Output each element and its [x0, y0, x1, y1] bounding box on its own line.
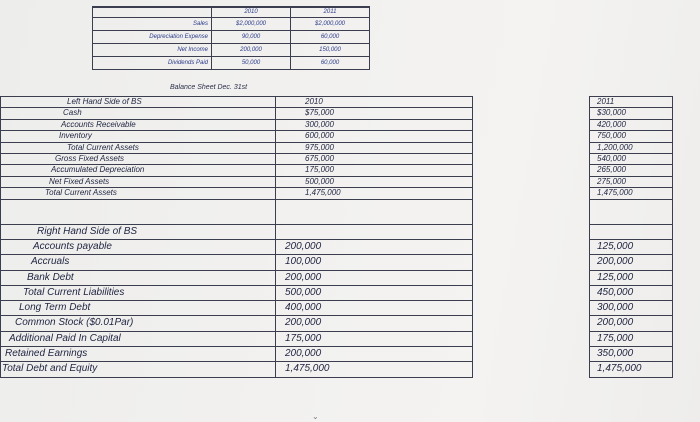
bs-right-header-row: [1, 224, 673, 239]
empty-cell: [590, 224, 673, 239]
bs-left-label: Total Current Assets: [1, 188, 276, 199]
bs-right-2010: 200,000: [285, 348, 322, 360]
bs-left-2011-cell: [590, 142, 673, 153]
bs-right-2011-cell: [590, 362, 673, 377]
bs-right-2010-cell: [276, 285, 473, 300]
bs-right-2010: 500,000: [285, 286, 322, 298]
bs-gap-row: [1, 199, 673, 224]
bs-left-row: [1, 176, 673, 187]
bs-left-row: [1, 165, 673, 176]
income-row-2011: $2,000,000: [291, 18, 370, 31]
bs-right-2011-cell: [590, 331, 673, 346]
spacer-cell: [473, 255, 590, 270]
spacer-cell: [473, 316, 590, 331]
bs-right-label: Long Term Debt: [1, 301, 276, 316]
bs-right-2011: 125,000: [597, 271, 634, 283]
bs-right-row: [1, 239, 673, 254]
spacer-cell: [473, 165, 590, 176]
income-row-label: Net Income: [93, 44, 212, 57]
spacer-cell: [473, 224, 590, 239]
bs-right-2011: 1,475,000: [597, 363, 642, 375]
bs-right-2010-cell: [276, 316, 473, 331]
bs-left-label: Inventory: [1, 131, 276, 142]
bs-right-row: [1, 301, 673, 316]
bs-left-2010: 975,000: [305, 142, 334, 152]
bs-left-2011-cell: [590, 108, 673, 119]
spacer-cell: [473, 270, 590, 285]
spacer-cell: [473, 199, 590, 224]
bs-right-2010-cell: [276, 331, 473, 346]
bs-left-2011-cell: [590, 131, 673, 142]
income-row-2010: 90,000: [212, 31, 291, 44]
spacer-cell: [473, 239, 590, 254]
bs-right-2011: 350,000: [597, 348, 634, 360]
spacer-cell: [473, 97, 590, 108]
year-2010-label: 2010: [305, 97, 323, 106]
bs-right-2010: 200,000: [285, 317, 322, 329]
bs-left-2010-cell: [276, 131, 473, 142]
bs-left-2010-cell: [276, 165, 473, 176]
spacer-cell: [473, 331, 590, 346]
spacer-cell: [473, 362, 590, 377]
balance-sheet-table: [0, 96, 673, 378]
year-2010-header: [276, 97, 473, 108]
bs-left-2011: 265,000: [597, 165, 626, 175]
bs-right-2010: 200,000: [285, 271, 322, 283]
bs-right-2011: 200,000: [597, 317, 634, 329]
bs-left-row: [1, 119, 673, 130]
bs-left-label: Cash: [1, 108, 276, 119]
bs-right-row: [1, 255, 673, 270]
bs-right-row: [1, 285, 673, 300]
bs-right-2010-cell: [276, 239, 473, 254]
bs-right-row: [1, 316, 673, 331]
income-row-2010: 200,000: [212, 44, 291, 57]
income-row: [93, 18, 370, 31]
bs-right-2011-cell: [590, 316, 673, 331]
bs-left-2010: 175,000: [305, 165, 334, 175]
bs-right-label: Accruals: [1, 255, 276, 270]
bs-left-2011-cell: [590, 119, 673, 130]
bs-right-2010: 1,475,000: [285, 363, 330, 375]
spacer-cell: [473, 301, 590, 316]
bs-left-2011-cell: [590, 176, 673, 187]
spacer-cell: [473, 142, 590, 153]
income-row-2011: 60,000: [291, 57, 370, 70]
bs-left-2010-cell: [276, 188, 473, 199]
bs-right-2010: 175,000: [285, 332, 322, 344]
income-row-2011: 150,000: [291, 44, 370, 57]
bs-right-2011-cell: [590, 347, 673, 362]
income-row: [93, 31, 370, 44]
bs-left-2011: 420,000: [597, 119, 626, 129]
income-row-2010: 50,000: [212, 57, 291, 70]
bs-right-2011: 450,000: [597, 286, 634, 298]
spacer-cell: [473, 154, 590, 165]
bs-left-2011-cell: [590, 154, 673, 165]
bs-left-2010: 1,475,000: [305, 188, 341, 198]
right-side-header: Right Hand Side of BS: [1, 224, 276, 239]
spacer-cell: [473, 119, 590, 130]
bs-right-row: [1, 347, 673, 362]
bs-left-row: [1, 142, 673, 153]
bs-left-label: Total Current Assets: [1, 142, 276, 153]
bs-right-row: [1, 362, 673, 377]
bs-left-row: [1, 188, 673, 199]
year-2011-label: 2011: [597, 97, 615, 106]
bs-right-2011: 175,000: [597, 332, 634, 344]
bs-right-2011: 300,000: [597, 302, 634, 314]
bs-left-2011: 1,475,000: [597, 188, 633, 198]
bs-left-2010-cell: [276, 119, 473, 130]
income-row: [93, 57, 370, 70]
bs-left-label: Accounts Receivable: [1, 119, 276, 130]
bs-left-2011: 275,000: [597, 176, 626, 186]
bs-right-2010: 100,000: [285, 256, 322, 268]
bs-left-2011: 540,000: [597, 154, 626, 164]
balance-sheet-title: Balance Sheet Dec. 31st: [170, 84, 248, 91]
income-header-2011: 2011: [291, 7, 370, 18]
bs-right-label: Common Stock ($0.01Par): [1, 316, 276, 331]
bs-right-2010-cell: [276, 362, 473, 377]
bs-left-row: [1, 131, 673, 142]
bs-right-2010-cell: [276, 347, 473, 362]
income-row-2011: 60,000: [291, 31, 370, 44]
empty-cell: [590, 199, 673, 224]
bs-right-2011-cell: [590, 270, 673, 285]
bs-left-2010: $75,000: [305, 108, 334, 118]
spacer-cell: [473, 176, 590, 187]
spacer-cell: [473, 131, 590, 142]
bs-right-label: Total Debt and Equity: [1, 362, 276, 377]
spacer-cell: [473, 347, 590, 362]
bs-right-2010-cell: [276, 270, 473, 285]
bs-left-2011: 1,200,000: [597, 142, 633, 152]
bs-right-label: Additional Paid In Capital: [1, 331, 276, 346]
bs-right-2010: 200,000: [285, 240, 322, 252]
bs-left-2011: 750,000: [597, 131, 626, 141]
bs-right-row: [1, 270, 673, 285]
bs-right-label: Retained Earnings: [1, 347, 276, 362]
bs-left-label: Net Fixed Assets: [1, 176, 276, 187]
income-row-label: Depreciation Expense: [93, 31, 212, 44]
income-row-2010: $2,000,000: [212, 18, 291, 31]
empty-cell: [276, 224, 473, 239]
bs-left-label: Gross Fixed Assets: [1, 154, 276, 165]
bs-left-2010: 300,000: [305, 119, 334, 129]
bs-right-label: Accounts payable: [1, 239, 276, 254]
empty-cell: [1, 199, 276, 224]
left-side-header: Left Hand Side of BS: [1, 97, 276, 108]
income-statement-table: [92, 6, 370, 70]
bs-right-label: Bank Debt: [1, 270, 276, 285]
bs-left-2010: 675,000: [305, 154, 334, 164]
bs-right-2011: 200,000: [597, 256, 634, 268]
bs-left-row: [1, 154, 673, 165]
bs-right-label: Total Current Liabilities: [1, 285, 276, 300]
spacer-cell: [473, 285, 590, 300]
bs-right-2010: 400,000: [285, 302, 322, 314]
bs-right-2010-cell: [276, 255, 473, 270]
bs-right-row: [1, 331, 673, 346]
bs-right-2011: 125,000: [597, 240, 634, 252]
income-header-label: [93, 7, 212, 18]
bs-right-2010-cell: [276, 301, 473, 316]
bs-right-2011-cell: [590, 255, 673, 270]
bs-left-label: Accumulated Depreciation: [1, 165, 276, 176]
bs-left-2010-cell: [276, 142, 473, 153]
income-row: [93, 44, 370, 57]
empty-cell: [276, 199, 473, 224]
bs-left-2010: 600,000: [305, 131, 334, 141]
bs-header-row: [1, 97, 673, 108]
spacer-cell: [473, 108, 590, 119]
bs-left-2011: $30,000: [597, 108, 626, 118]
bs-left-2011-cell: [590, 188, 673, 199]
bs-right-2011-cell: [590, 285, 673, 300]
bs-left-2010-cell: [276, 176, 473, 187]
spacer-cell: [473, 188, 590, 199]
income-header-row: [93, 7, 370, 18]
bs-left-2011-cell: [590, 165, 673, 176]
bs-right-2011-cell: [590, 301, 673, 316]
income-header-2010: 2010: [212, 7, 291, 18]
income-row-label: Sales: [93, 18, 212, 31]
bs-left-row: [1, 108, 673, 119]
bs-left-2010-cell: [276, 108, 473, 119]
bs-right-2011-cell: [590, 239, 673, 254]
bs-left-2010: 500,000: [305, 176, 334, 186]
paper-mark: ⌄: [312, 412, 319, 421]
income-row-label: Dividends Paid: [93, 57, 212, 70]
year-2011-header: [590, 97, 673, 108]
bs-left-2010-cell: [276, 154, 473, 165]
